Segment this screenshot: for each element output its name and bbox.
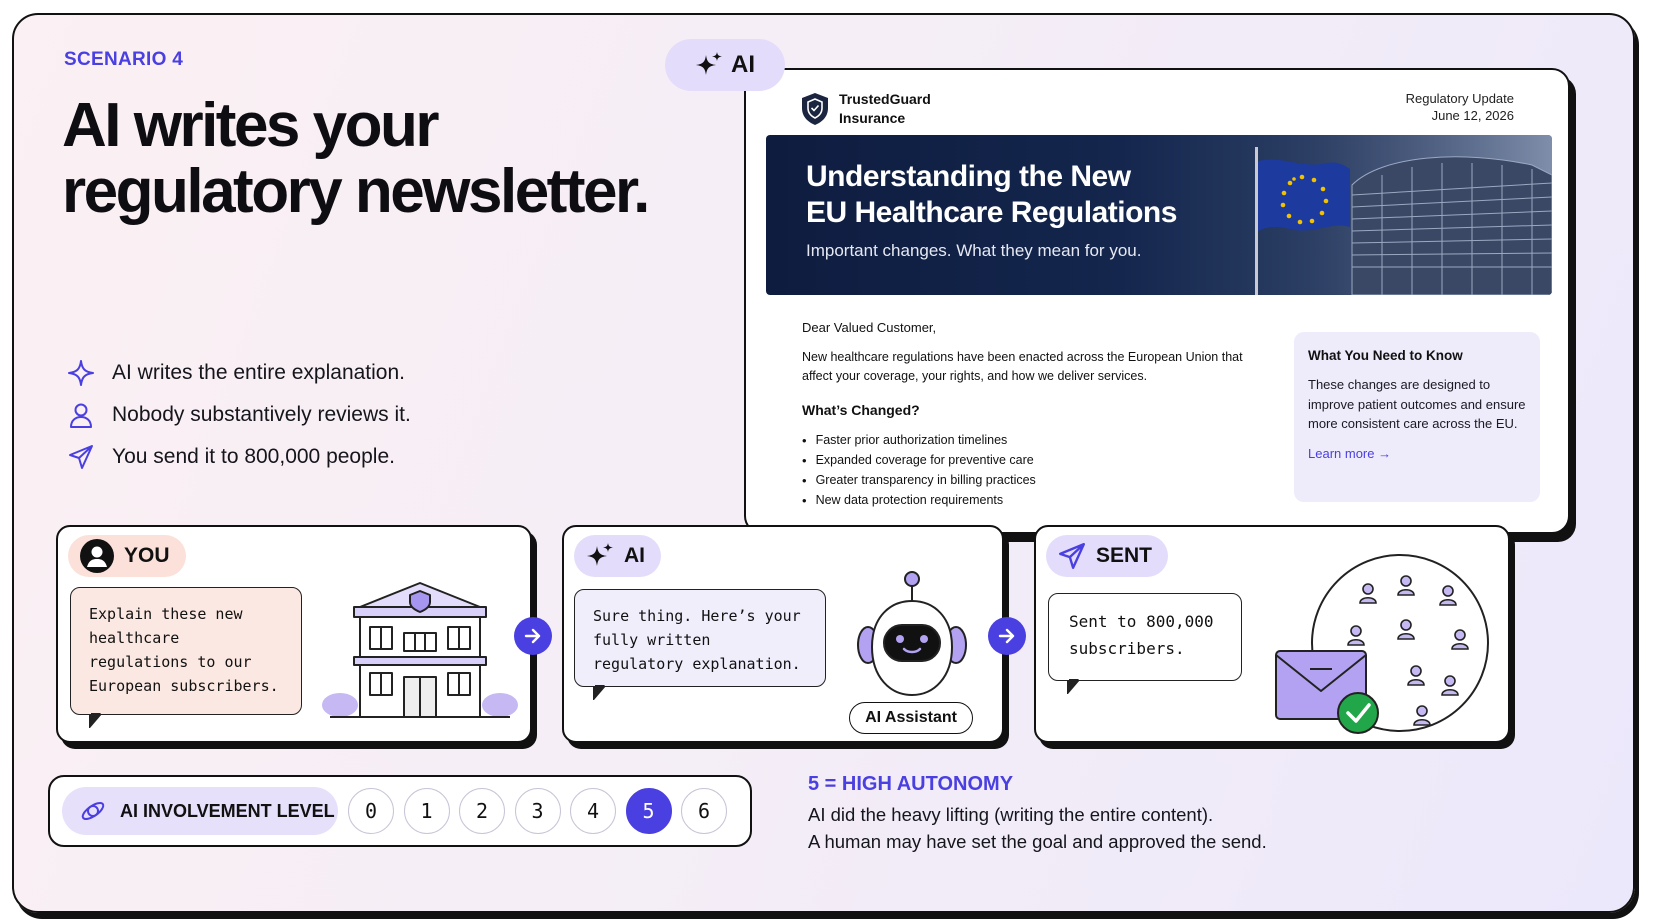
step-tag-label: YOU	[124, 544, 170, 567]
person-icon	[66, 400, 96, 430]
ai-assistant-badge: AI Assistant	[849, 702, 973, 734]
flow-arrow	[988, 617, 1026, 655]
ai-pill-label: AI	[731, 51, 755, 78]
update-date: June 12, 2026	[1431, 108, 1514, 123]
bullet-text: Nobody substantively reviews it.	[112, 403, 411, 426]
level-6-button[interactable]: 6	[681, 788, 727, 834]
banner-title-line-1: Understanding the New	[806, 160, 1131, 193]
changes-heading: What’s Changed?	[802, 402, 920, 418]
ai-pill	[665, 39, 785, 91]
greeting: Dear Valued Customer,	[802, 320, 937, 335]
step-tag-you	[68, 535, 186, 577]
shield-icon	[800, 92, 830, 126]
level-0-button[interactable]: 0	[348, 788, 394, 834]
hero-banner	[766, 135, 1552, 295]
need-to-know-box	[1294, 332, 1540, 502]
banner-subtitle: Important changes. What they mean for you.	[806, 241, 1142, 260]
ai-message: Sure thing. Here’s your fully written regulatory explanation.	[593, 607, 801, 673]
paper-plane-icon	[66, 442, 96, 472]
need-to-know-body: These changes are designed to improve patient outcomes and ensure more consistent care across the EU.	[1308, 377, 1526, 431]
ai-speech-bubble	[574, 589, 826, 687]
autonomy-title: 5 = HIGH AUTONOMY	[808, 773, 1014, 795]
list-item: • Greater transparency in billing practices	[802, 470, 1036, 490]
headline-line-2: regulatory newsletter.	[62, 157, 648, 226]
step-card-ai	[562, 525, 1004, 743]
bullet-list	[66, 352, 411, 478]
eu-parliament-illustration	[1232, 135, 1552, 295]
flow-arrow	[514, 617, 552, 655]
learn-more-link[interactable]: Learn more →	[1308, 445, 1392, 461]
level-2-button[interactable]: 2	[459, 788, 505, 834]
brand-logo	[800, 90, 931, 128]
update-label: Regulatory Update	[1405, 91, 1514, 106]
sent-speech-bubble	[1048, 593, 1242, 681]
level-5-button[interactable]: 5	[626, 788, 672, 834]
subscribers-envelope-icon	[1270, 545, 1490, 735]
bullet-item	[66, 352, 411, 394]
brand-name: TrustedGuard	[839, 91, 931, 107]
update-meta	[1406, 90, 1514, 124]
level-1-button[interactable]: 1	[404, 788, 450, 834]
robot-icon	[852, 567, 972, 707]
involvement-label	[62, 787, 338, 835]
sparkle-icon	[66, 358, 96, 388]
you-speech-bubble	[70, 587, 302, 715]
level-3-button[interactable]: 3	[515, 788, 561, 834]
list-item: • New data protection requirements	[802, 490, 1036, 510]
arrow-right-icon	[523, 626, 543, 646]
ai-involvement-scale	[48, 775, 752, 847]
step-card-sent	[1034, 525, 1510, 743]
bullet-text: AI writes the entire explanation.	[112, 361, 405, 384]
banner-title	[806, 159, 1177, 231]
need-to-know-title: What You Need to Know	[1308, 348, 1463, 363]
bullet-item	[66, 394, 411, 436]
step-tag-label: AI	[624, 544, 645, 567]
list-item: • Expanded coverage for preventive care	[802, 450, 1036, 470]
brand-subname: Insurance	[839, 110, 906, 126]
user-avatar-icon	[80, 539, 114, 573]
step-tag-label: SENT	[1096, 544, 1153, 567]
scenario-label: SCENARIO 4	[64, 49, 184, 70]
involvement-label-text: AI INVOLVEMENT LEVEL	[120, 800, 335, 821]
level-selector	[348, 788, 737, 834]
level-4-button[interactable]: 4	[570, 788, 616, 834]
you-message: Explain these new healthcare regulations to our European subscribers.	[89, 605, 279, 695]
page-title	[62, 93, 722, 225]
sent-message: Sent to 800,000 subscribers.	[1069, 612, 1214, 658]
paper-plane-icon	[1058, 542, 1086, 570]
sparkle-icon	[586, 542, 614, 570]
changes-list	[802, 430, 1036, 510]
autonomy-description	[808, 801, 1267, 855]
arrow-right-icon	[997, 626, 1017, 646]
government-building-icon	[320, 577, 520, 727]
scenario-canvas	[12, 13, 1635, 913]
list-item: • Faster prior authorization timelines	[802, 430, 1036, 450]
autonomy-line-2: A human may have set the goal and approved the send.	[808, 831, 1267, 852]
autonomy-line-1: AI did the heavy lifting (writing the entire content).	[808, 804, 1214, 825]
intro-paragraph: New healthcare regulations have been enacted across the European Union that affect your coverage, your rights, and how we deliver services.	[802, 350, 1243, 383]
orbit-icon	[80, 798, 106, 824]
step-tag-ai	[574, 535, 661, 577]
newsletter-preview	[744, 68, 1570, 534]
banner-title-line-2: EU Healthcare Regulations	[806, 196, 1177, 229]
step-card-you	[56, 525, 532, 743]
bullet-item	[66, 436, 411, 478]
sparkle-icon	[695, 51, 723, 79]
bullet-text: You send it to 800,000 people.	[112, 445, 395, 468]
step-tag-sent	[1046, 535, 1168, 577]
headline-line-1: AI writes your	[62, 91, 437, 160]
